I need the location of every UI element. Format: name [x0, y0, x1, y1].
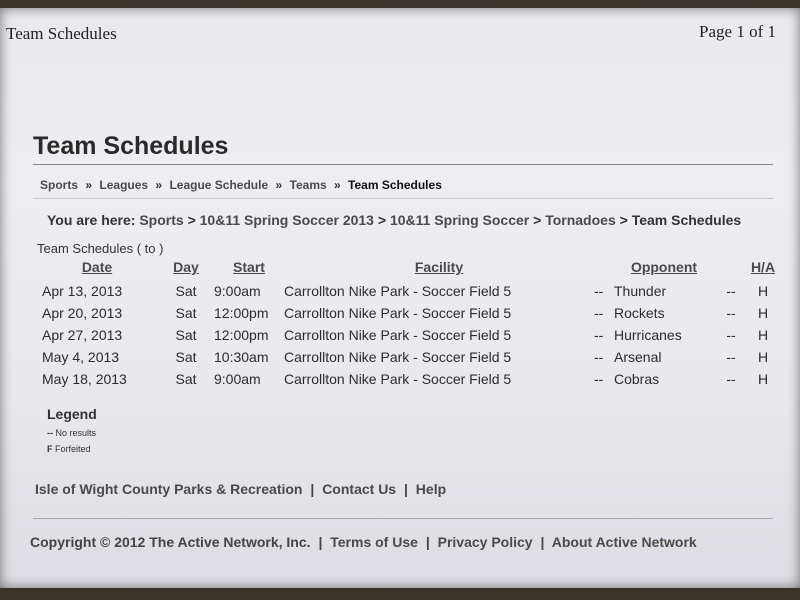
legend [47, 406, 97, 454]
cell-date: Apr 20, 2013 [42, 304, 123, 321]
you-are-here [47, 212, 741, 228]
schedule-row [36, 367, 778, 389]
column-header-home-away[interactable]: H/A [750, 259, 776, 275]
you-are-here-current: Team Schedules [631, 212, 742, 228]
printed-page [0, 8, 800, 588]
footer-link-contact-us[interactable]: Contact Us [322, 481, 397, 497]
legend-label: Forfeited [55, 444, 91, 454]
schedule-row [36, 345, 778, 367]
you-are-here-prefix: You are here: [47, 212, 136, 228]
print-header-page-number: Page 1 of 1 [699, 22, 776, 41]
breadcrumb-leagues[interactable]: Leagues [99, 178, 149, 192]
cell-result: -- [594, 348, 604, 365]
cell-score: -- [726, 282, 736, 299]
legend-key: F [47, 444, 53, 454]
cell-day: Sat [175, 304, 197, 321]
cell-facility: Carrollton Nike Park - Soccer Field 5 [284, 326, 512, 343]
you-are-here-team[interactable]: Tornadoes [545, 212, 616, 228]
cell-opponent: Arsenal [614, 348, 662, 365]
copyright-separator: | [318, 534, 323, 550]
copyright-bar [30, 534, 697, 550]
cell-home-away: H [757, 348, 769, 365]
cell-score: -- [726, 370, 736, 387]
breadcrumb [40, 178, 442, 192]
cell-day: Sat [175, 348, 197, 365]
legend-key: -- [47, 428, 53, 438]
cell-opponent: Rockets [614, 304, 665, 321]
print-header-title: Team Schedules [6, 24, 117, 43]
cell-home-away: H [757, 282, 769, 299]
cell-start: 10:30am [214, 348, 269, 365]
column-header-date[interactable]: Date [81, 259, 113, 275]
column-header-day[interactable]: Day [173, 259, 199, 275]
you-are-here-separator: > [533, 212, 542, 228]
cell-score: -- [726, 348, 736, 365]
schedule-subheading: Team Schedules ( to ) [37, 241, 164, 256]
footer-link-help[interactable]: Help [415, 481, 447, 497]
breadcrumb-current: Team Schedules [348, 178, 442, 192]
cell-start: 9:00am [214, 370, 261, 387]
you-are-here-separator: > [187, 212, 196, 228]
schedule-header-row [36, 257, 778, 279]
cell-start: 9:00am [214, 282, 261, 299]
you-are-here-sports[interactable]: Sports [139, 212, 184, 228]
column-header-start[interactable]: Start [233, 259, 265, 275]
cell-facility: Carrollton Nike Park - Soccer Field 5 [284, 370, 512, 387]
cell-result: -- [594, 370, 604, 387]
cell-day: Sat [175, 370, 197, 387]
cell-start: 12:00pm [214, 326, 269, 343]
copyright-text: Copyright © 2012 The Active Network, Inc. [30, 534, 311, 550]
cell-home-away: H [757, 326, 769, 343]
footer-link-parks-recreation[interactable]: Isle of Wight County Parks & Recreation [35, 481, 303, 497]
schedule-body [36, 279, 778, 389]
schedule-row [36, 323, 778, 345]
cell-day: Sat [175, 326, 197, 343]
legend-item-no-results [47, 428, 97, 438]
breadcrumb-separator: » [334, 178, 341, 192]
page-title: Team Schedules [33, 132, 229, 160]
you-are-here-separator: > [377, 212, 387, 228]
you-are-here-separator: > [619, 212, 628, 228]
cell-day: Sat [175, 282, 197, 299]
cell-home-away: H [757, 370, 769, 387]
copyright-separator: | [540, 534, 545, 550]
cell-facility: Carrollton Nike Park - Soccer Field 5 [284, 348, 512, 365]
cell-facility: Carrollton Nike Park - Soccer Field 5 [284, 304, 512, 321]
legend-title: Legend [47, 406, 97, 422]
schedule-table [36, 257, 778, 389]
breadcrumb-teams[interactable]: Teams [289, 178, 327, 192]
footer-links [35, 481, 446, 497]
cell-score: -- [726, 326, 736, 343]
terms-of-use-link[interactable]: Terms of Use [330, 534, 418, 550]
breadcrumb-separator: » [85, 178, 93, 192]
cell-date: May 4, 2013 [42, 348, 120, 365]
breadcrumb-sports[interactable]: Sports [40, 178, 79, 192]
breadcrumb-league-schedule[interactable]: League Schedule [169, 178, 269, 192]
cell-opponent: Hurricanes [614, 326, 682, 343]
legend-label: No results [55, 428, 97, 438]
column-header-result [594, 257, 614, 279]
cell-date: May 18, 2013 [42, 370, 127, 387]
cell-start: 12:00pm [214, 304, 269, 321]
copyright-separator: | [425, 534, 430, 550]
cell-home-away: H [757, 304, 769, 321]
cell-date: Apr 13, 2013 [42, 282, 123, 299]
cell-opponent: Cobras [614, 370, 660, 387]
footer-separator: | [310, 481, 315, 497]
title-divider [33, 164, 773, 165]
you-are-here-league[interactable]: 10&11 Spring Soccer [389, 212, 530, 228]
legend-item-forfeited [47, 444, 97, 454]
privacy-policy-link[interactable]: Privacy Policy [437, 534, 533, 550]
cell-result: -- [594, 282, 604, 299]
cell-facility: Carrollton Nike Park - Soccer Field 5 [284, 282, 512, 299]
column-header-score [714, 257, 748, 279]
schedule-row [36, 279, 778, 301]
column-header-facility[interactable]: Facility [414, 259, 464, 275]
column-header-opponent[interactable]: Opponent [630, 259, 698, 275]
breadcrumb-separator: » [275, 178, 283, 192]
footer-divider [33, 518, 773, 519]
cell-date: Apr 27, 2013 [42, 326, 123, 343]
cell-result: -- [594, 326, 604, 343]
you-are-here-season[interactable]: 10&11 Spring Soccer 2013 [199, 212, 374, 228]
about-active-network-link[interactable]: About Active Network [551, 534, 697, 550]
cell-result: -- [594, 304, 604, 321]
cell-opponent: Thunder [614, 282, 667, 299]
breadcrumb-divider [33, 198, 773, 199]
footer-separator: | [403, 481, 408, 497]
schedule-row [36, 301, 778, 323]
cell-score: -- [726, 304, 736, 321]
breadcrumb-separator: » [155, 178, 163, 192]
